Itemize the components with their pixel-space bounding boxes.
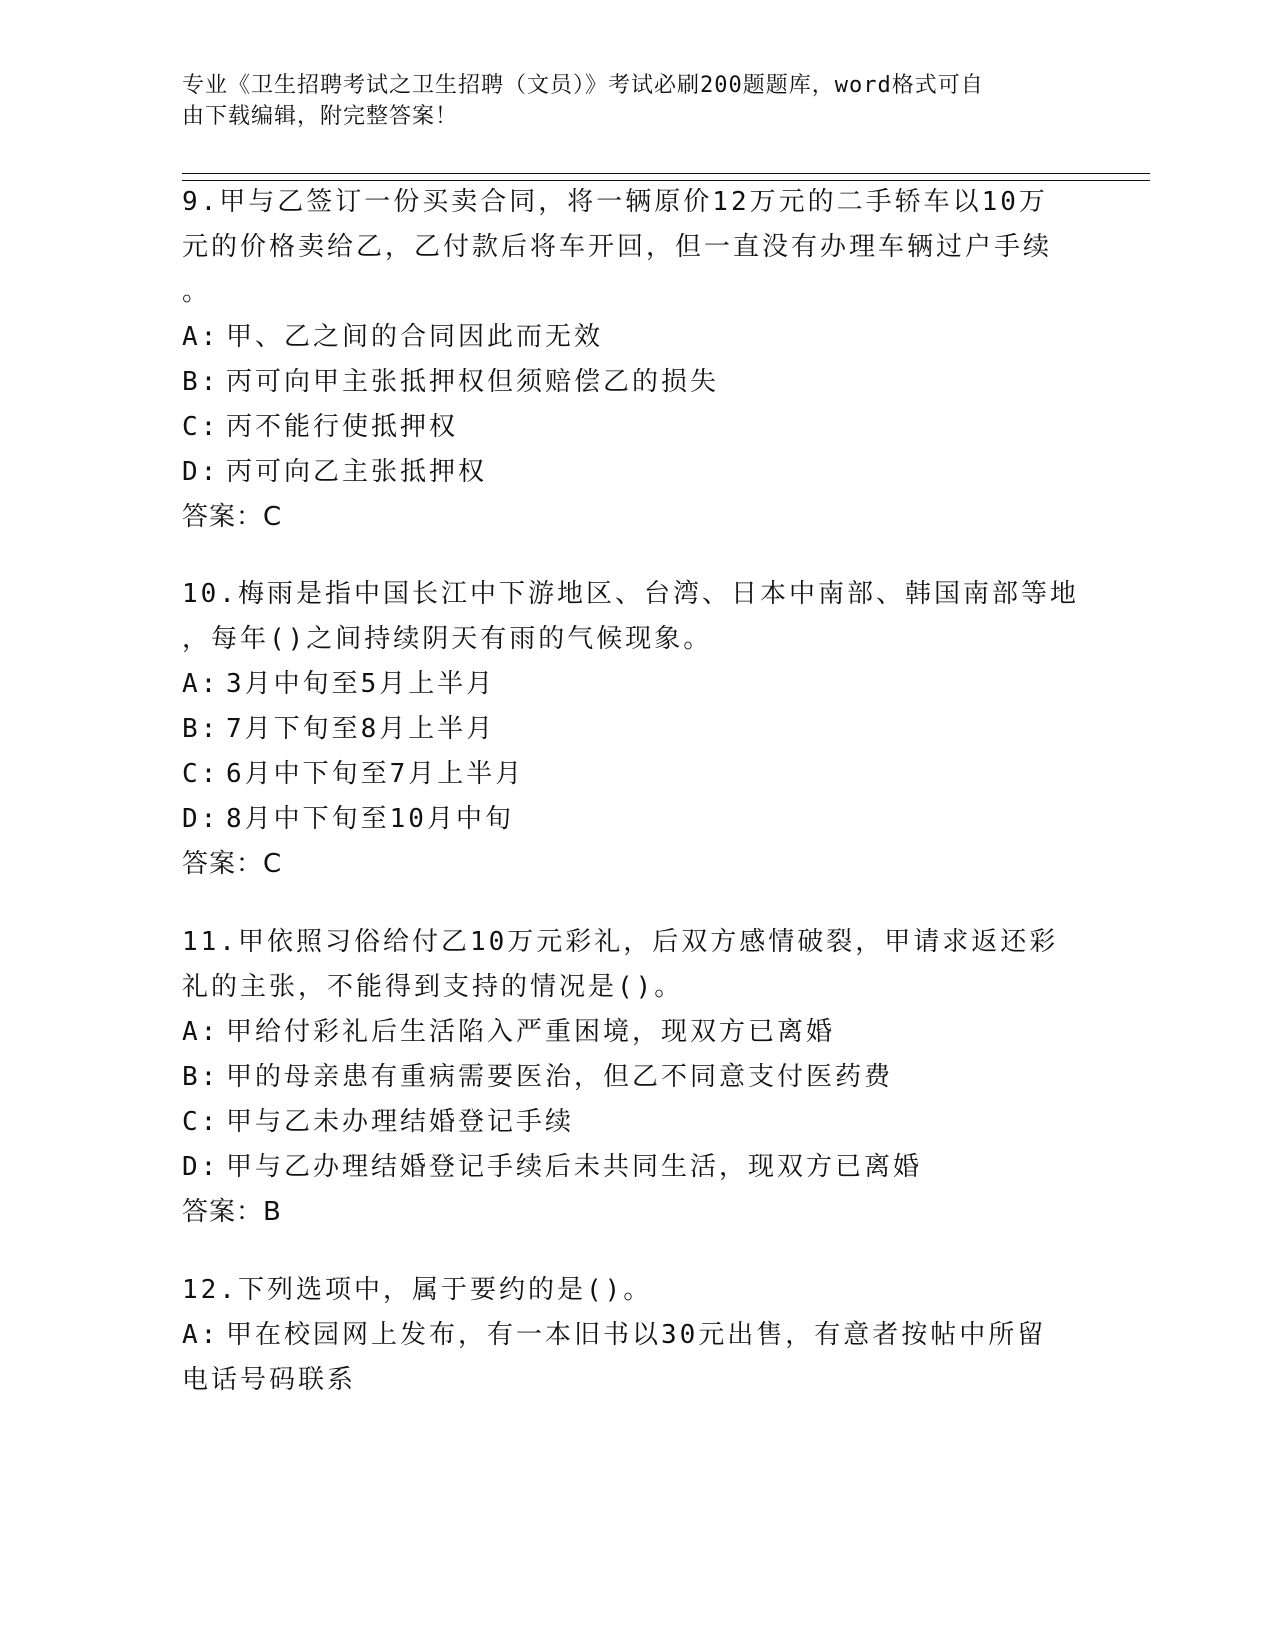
question-stem-line: 11.甲依照习俗给付乙10万元彩礼，后双方感情破裂，甲请求返还彩 (182, 927, 1059, 957)
option-b (182, 707, 1082, 752)
option-letter: B: (182, 1062, 220, 1092)
option-a-continuation: 电话号码联系 (182, 1365, 357, 1395)
option-d (182, 450, 1082, 495)
question-stem-line: 9.甲与乙签订一份买卖合同，将一辆原价12万元的二手轿车以10万 (182, 187, 1048, 217)
option-letter: A: (182, 322, 220, 352)
option-c (182, 752, 1082, 797)
header-line-1: 专业《卫生招聘考试之卫生招聘（文员）》考试必刷200题题库，word格式可自 (182, 73, 984, 98)
question-stem-line: 12.下列选项中，属于要约的是()。 (182, 1275, 653, 1305)
question-stem-line: ，每年()之间持续阴天有雨的气候现象。 (182, 624, 713, 654)
option-text: 6月中下旬至7月上半月 (226, 759, 525, 789)
question-stem-line: 10.梅雨是指中国长江中下游地区、台湾、日本中南部、韩国南部等地 (182, 579, 1079, 609)
option-letter: B: (182, 714, 220, 744)
option-a (182, 662, 1082, 707)
option-c (182, 405, 1082, 450)
option-text: 7月下旬至8月上半月 (226, 714, 496, 744)
option-text: 甲的母亲患有重病需要医治，但乙不同意支付医药费 (226, 1062, 894, 1092)
option-letter: A: (182, 669, 220, 699)
question-9 (182, 180, 1082, 540)
answer-label: 答案：C (182, 849, 283, 879)
option-text: 3月中旬至5月上半月 (226, 669, 496, 699)
option-text: 甲给付彩礼后生活陷入严重困境，现双方已离婚 (226, 1017, 836, 1047)
option-letter: B: (182, 367, 220, 397)
option-b (182, 1055, 1082, 1100)
option-a (182, 315, 1082, 360)
option-text: 丙可向甲主张抵押权但须赔偿乙的损失 (226, 367, 720, 397)
option-a (182, 1313, 1082, 1358)
option-d (182, 797, 1082, 842)
question-10 (182, 572, 1082, 887)
question-stem-line: 。 (182, 277, 212, 307)
option-text: 丙可向乙主张抵押权 (226, 457, 488, 487)
option-text: 甲与乙办理结婚登记手续后未共同生活，现双方已离婚 (226, 1152, 923, 1182)
option-b (182, 360, 1082, 405)
option-letter: D: (182, 1152, 220, 1182)
answer-label: 答案：B (182, 1197, 282, 1227)
option-letter: C: (182, 759, 220, 789)
option-letter: C: (182, 1107, 220, 1137)
header-line-2: 由下载编辑，附完整答案！ (182, 104, 459, 129)
question-12 (182, 1268, 1082, 1403)
option-d (182, 1145, 1082, 1190)
option-text: 丙不能行使抵押权 (226, 412, 459, 442)
option-text: 甲、乙之间的合同因此而无效 (226, 322, 604, 352)
document-header (182, 70, 1062, 132)
option-letter: D: (182, 804, 220, 834)
question-11 (182, 920, 1082, 1235)
option-c (182, 1100, 1082, 1145)
question-stem-line: 元的价格卖给乙，乙付款后将车开回，但一直没有办理车辆过户手续 (182, 232, 1053, 262)
option-letter: A: (182, 1320, 220, 1350)
option-text: 8月中下旬至10月中旬 (226, 804, 514, 834)
option-letter: C: (182, 412, 220, 442)
header-divider-top (182, 173, 1150, 174)
question-stem-line: 礼的主张，不能得到支持的情况是()。 (182, 972, 684, 1002)
answer-label: 答案：C (182, 502, 283, 532)
option-a (182, 1010, 1082, 1055)
option-letter: A: (182, 1017, 220, 1047)
option-text: 甲与乙未办理结婚登记手续 (226, 1107, 575, 1137)
option-letter: D: (182, 457, 220, 487)
option-text: 甲在校园网上发布，有一本旧书以30元出售，有意者按帖中所留 (226, 1320, 1047, 1350)
